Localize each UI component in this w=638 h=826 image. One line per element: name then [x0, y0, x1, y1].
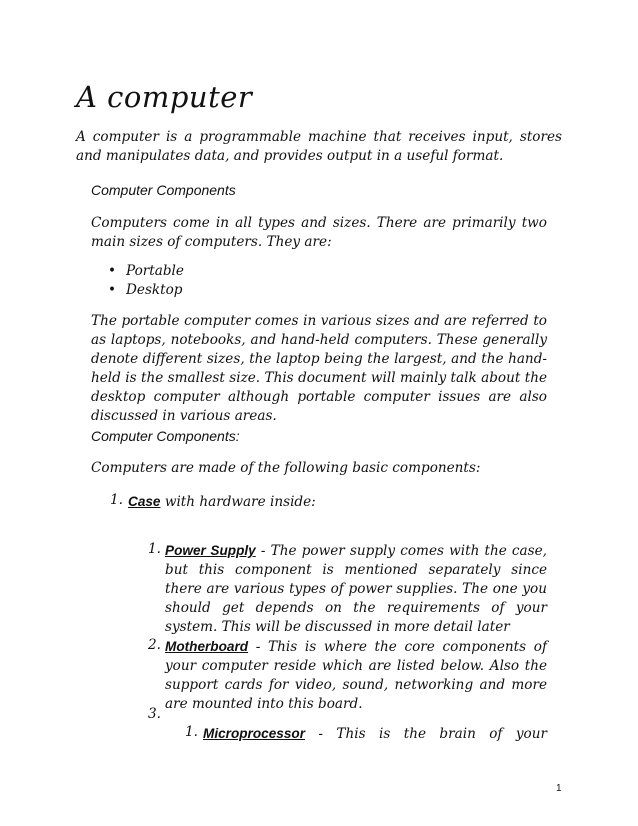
motherboard-text: - This is where the core components of your computer reside which are listed below. Also the support cards for video, sound, networking and more are mounted into this board.	[165, 639, 547, 712]
list-item: • Portable	[108, 262, 184, 281]
page-number: 1	[556, 783, 562, 794]
intro-paragraph: A computer is a programmable machine that receives input, stores and manipulates data, and provides output in a useful format.	[76, 129, 562, 164]
case-item-text: with hardware inside:	[160, 494, 316, 510]
case-item	[128, 492, 548, 512]
section-heading-components: Computer Components	[91, 182, 236, 198]
size-list	[108, 262, 184, 300]
microprocessor-item	[203, 724, 547, 744]
list-number: 1.	[148, 541, 161, 557]
list-number: 1.	[110, 492, 123, 508]
term-microprocessor: Microprocessor	[203, 726, 305, 741]
motherboard-item	[165, 637, 547, 714]
list-item: • Desktop	[108, 281, 184, 300]
microprocessor-text: - This is the brain of your	[305, 726, 547, 742]
term-power-supply: Power Supply	[165, 543, 256, 558]
sizes-paragraph: Computers come in all types and sizes. There are primarily two main sizes of computers. They are:	[91, 215, 547, 250]
page-title: A computer	[76, 80, 253, 114]
basic-components-paragraph: Computers are made of the following basic components:	[91, 460, 481, 476]
list-number: 1.	[185, 724, 198, 740]
portable-paragraph: The portable computer comes in various sizes and are referred to as laptops, notebooks, and hand-held computers. These generally denote different sizes, the laptop being the largest, and the hand-held is the smallest size. This document will mainly talk about the desktop computer although portable computer issues are also discussed in various areas.	[91, 313, 547, 424]
section-heading-components-colon: Computer Components:	[91, 428, 240, 444]
power-supply-text: - The power supply comes with the case, but this component is mentioned separately since there are various types of power supplies. The one you should get depends on the requirements of your system. This will be discussed in more detail later	[165, 543, 547, 635]
term-motherboard: Motherboard	[165, 639, 249, 654]
term-case: Case	[128, 494, 161, 509]
list-number: 2.	[148, 637, 161, 653]
list-number: 3.	[148, 706, 161, 722]
power-supply-item	[165, 541, 547, 637]
